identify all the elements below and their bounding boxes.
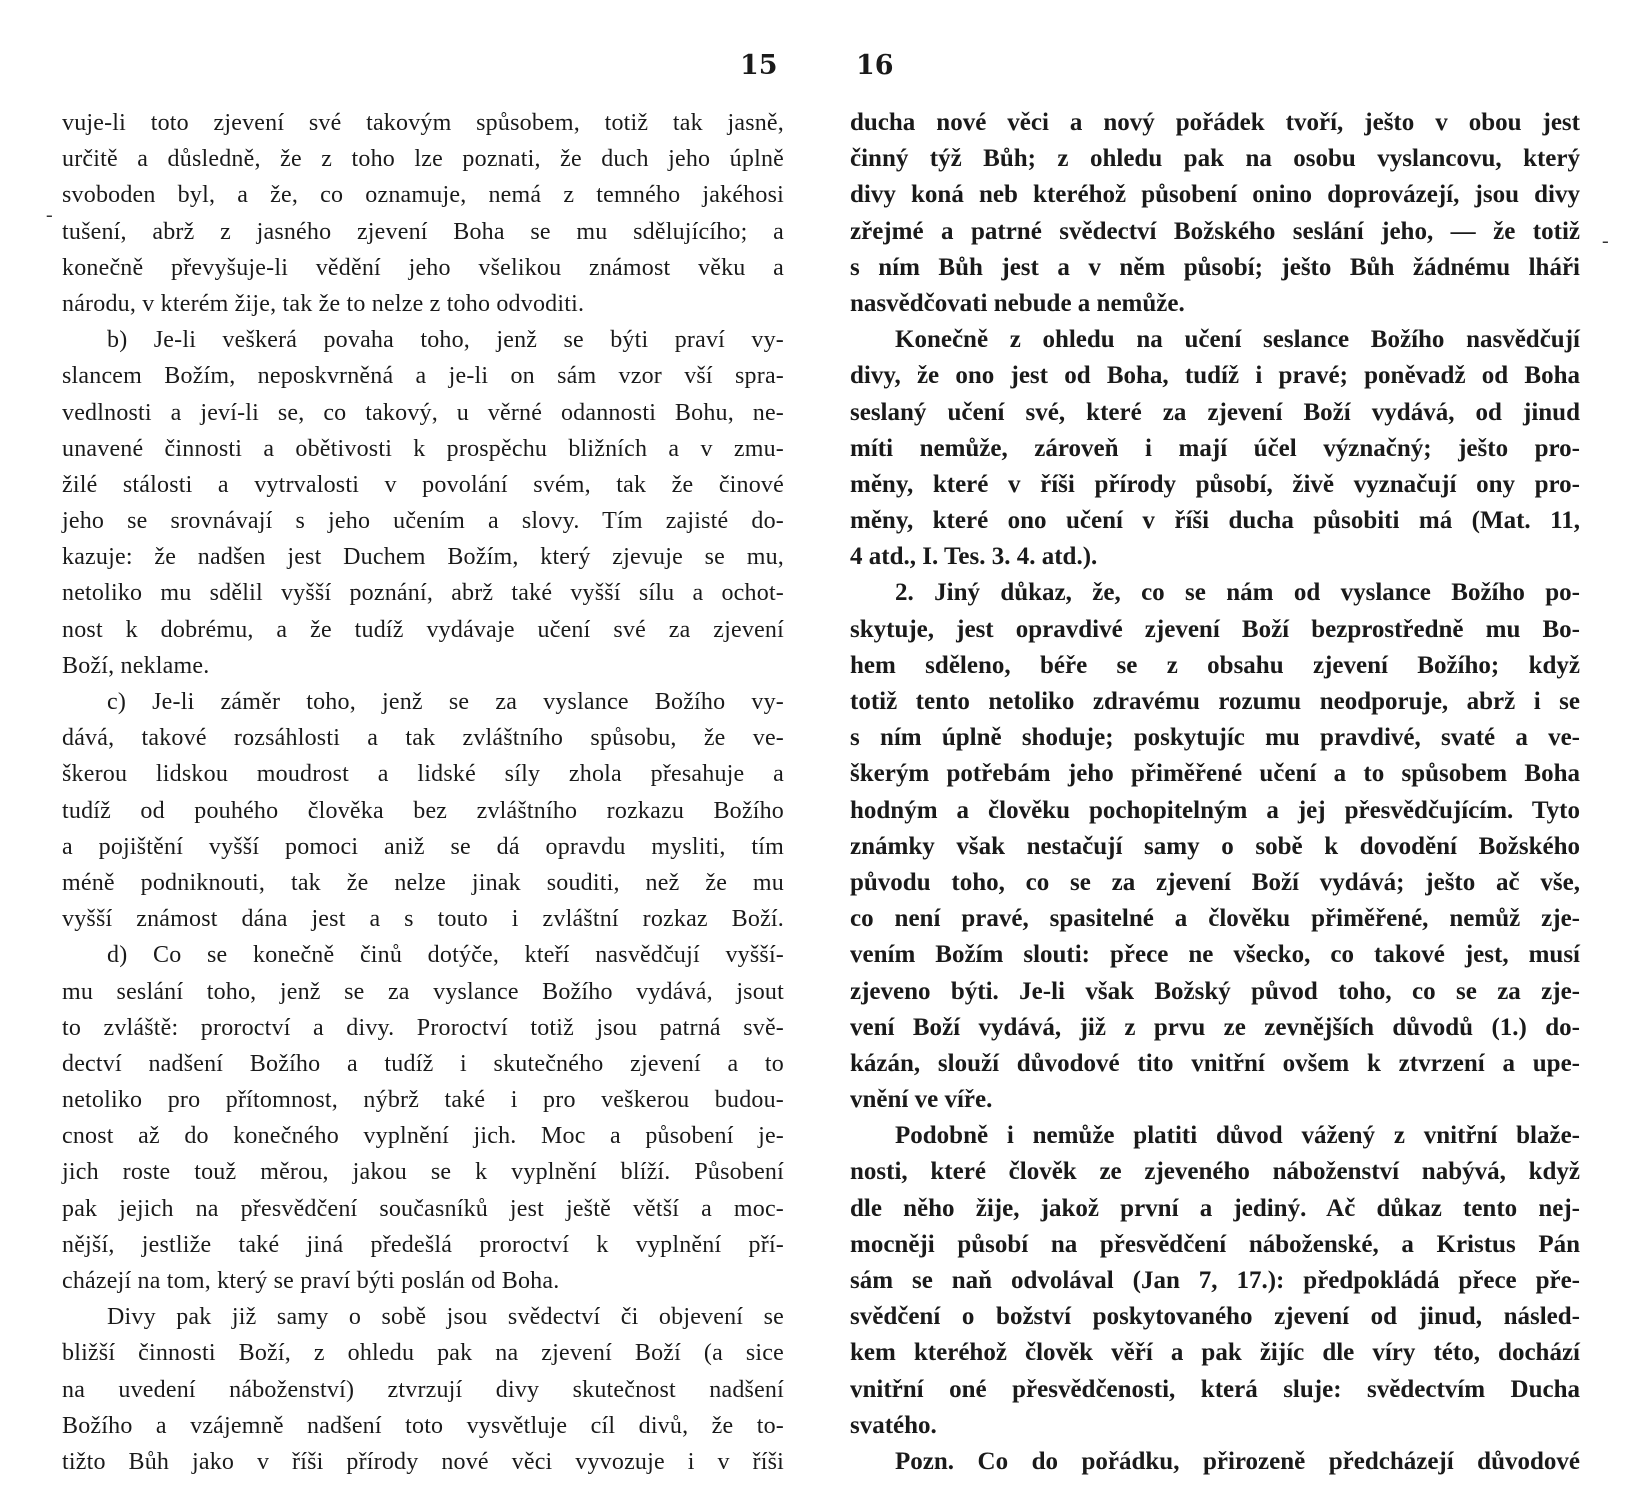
text-line: co není pravé, spasitelné a člověku přiměřené, nemůž zje- <box>850 905 1580 933</box>
text-line: divy koná neb kteréhož působení onino doprovázejí, jsou divy <box>850 181 1580 209</box>
page-number-left: 15 <box>740 50 778 81</box>
text-line: to zvláště: proroctví a divy. Proroctví totiž jsou patrná svě- <box>62 1014 784 1041</box>
text-line: hodným a člověku pochopitelným a jej přesvědčujícím. Tyto <box>850 796 1580 824</box>
text-line: kázán, slouží důvodové tito vnitřní ovšem k ztvrzení a upe- <box>850 1049 1580 1077</box>
text-line: dle něho žije, jakož první a jediný. Ač důkaz tento nej- <box>850 1194 1580 1222</box>
text-line: sám se naň odvolával (Jan 7, 17.): předpokládá přece pře- <box>850 1267 1580 1294</box>
text-line: konečně převyšuje-li vědění jeho všelikou známost věku a <box>62 254 784 281</box>
text-line: zjeveno býti. Je-li však Božský původ toho, co se za zje- <box>850 977 1580 1005</box>
right-page <box>820 0 1630 1500</box>
margin-mark: - <box>1602 230 1609 252</box>
text-line: na uvedení náboženství) ztvrzují divy skutečnost nadšení <box>62 1376 784 1403</box>
text-line: žilé stálosti a vytrvalosti v povolání svém, tak že činové <box>62 471 784 498</box>
text-line: Boží, neklame. <box>62 652 210 679</box>
text-line: divy, že ono jest od Boha, tudíž i pravé; poněvadž od Boha <box>850 362 1580 390</box>
margin-mark: - <box>46 204 53 226</box>
text-line: ducha nové věci a nový pořádek tvoří, ješto v obou jest <box>850 109 1580 136</box>
text-line: méně podniknouti, tak že nelze jinak souditi, než že mu <box>62 869 784 896</box>
text-line: Božího a vzájemně nadšení toto vysvětluje cíl divů, že to- <box>62 1412 784 1439</box>
text-line: vení Boží vydává, již z prvu ze zevnějších důvodů (1.) do- <box>850 1013 1580 1041</box>
text-line: unavené činnosti a obětivosti k prospěchu bližních a v zmu- <box>62 435 784 462</box>
text-line: netoliko mu sdělil vyšší poznání, abrž také vyšší sílu a ochot- <box>62 580 784 607</box>
text-line: vuje-li toto zjevení své takovým spůsobem, totiž tak jasně, <box>62 110 784 136</box>
text-line: kazuje: že nadšen jest Duchem Božím, který zjevuje se mu, <box>62 544 784 571</box>
text-line: míti nemůže, zároveň i mají účel význačný; ješto pro- <box>850 434 1580 462</box>
text-line: slancem Božím, neposkvrněná a je-li on sám vzor vší spra- <box>62 363 784 390</box>
text-line: Konečně z ohledu na učení seslance Božího nasvědčují <box>895 326 1580 354</box>
text-line: svatého. <box>850 1411 937 1439</box>
text-line: skytuje, jest opravdivé zjevení Boží bezprostředně mu Bo- <box>850 615 1580 643</box>
text-line: měny, které ono učení v říši ducha působiti má (Mat. 11, <box>850 507 1580 535</box>
text-line: cházejí na tom, který se praví býti poslán od Boha. <box>62 1268 560 1294</box>
text-line: tižto Bůh jako v říši přírody nové věci vyvozuje i v říši <box>62 1448 784 1475</box>
left-page-text <box>62 105 784 1480</box>
text-line: známky však nestačují samy o sobě k dovodění Božského <box>850 832 1580 860</box>
text-line: hem sděleno, béře se z obsahu zjevení Božího; když <box>850 651 1580 679</box>
left-page <box>0 0 810 1500</box>
text-line: původu toho, co se za zjevení Boží vydává; ješto ač vše, <box>850 868 1580 896</box>
text-line: s ním Bůh jest a v něm působí; ješto Bůh žádnému lháři <box>850 253 1580 281</box>
text-line: určitě a důsledně, že z toho lze poznati, že duch jeho úplně <box>62 146 784 173</box>
text-line: seslaný učení své, které za zjevení Boží vydává, od jinud <box>850 398 1580 426</box>
text-line: nější, jestliže také jiná předešlá proroctví k vyplnění pří- <box>62 1231 784 1258</box>
right-page-text <box>850 105 1580 1480</box>
text-line: vyšší známost dána jest a s touto i zvláštní rozkaz Boží. <box>62 906 784 933</box>
text-line: svědčení o božství poskytovaného zjevení od jinud, násled- <box>850 1303 1580 1331</box>
text-line: nosti, které člověk ze zjeveného náboženství nabývá, když <box>850 1158 1580 1186</box>
text-line: Divy pak již samy o sobě jsou svědectví či objevení se <box>107 1304 784 1331</box>
text-line: bližší činnosti Boží, z ohledu pak na zjevení Boží (a sice <box>62 1340 784 1367</box>
text-line: činný týž Bůh; z ohledu pak na osobu vyslancovu, který <box>850 145 1580 173</box>
text-line: měny, které v říši přírody působí, živě vyznačují ony pro- <box>850 470 1580 498</box>
text-line: Pozn. Co do pořádku, přirozeně předcházejí důvodové <box>895 1447 1580 1475</box>
text-line: tudíž od pouhého člověka bez zvláštního rozkazu Božího <box>62 797 784 824</box>
text-line: kem kteréhož člověk věří a pak žijíc dle víry této, dochází <box>850 1339 1580 1367</box>
text-line: Podobně i nemůže platiti důvod vážený z vnitřní blaže- <box>895 1122 1580 1150</box>
text-line: škerou lidskou moudrost a lidské síly zhola přesahuje a <box>62 761 784 788</box>
text-line: národu, v kterém žije, tak že to nelze z toho odvoditi. <box>62 290 585 317</box>
page-number-right: 16 <box>856 50 894 81</box>
text-line: 4 atd., I. Tes. 3. 4. atd.). <box>850 543 1098 571</box>
text-line: vením Božím slouti: přece ne všecko, co takové jest, musí <box>850 941 1580 969</box>
text-line: vedlnosti a jeví-li se, co takový, u věrné odannosti Bohu, ne- <box>62 399 784 426</box>
text-line: zřejmé a patrné svědectví Božského seslání jeho, — že totiž <box>850 217 1580 245</box>
text-line: netoliko pro přítomnost, nýbrž také i pro veškerou budou- <box>62 1087 784 1114</box>
text-line: vnitřní oné přesvědčenosti, která sluje: svědectvím Ducha <box>850 1375 1580 1403</box>
text-line: jich roste touž měrou, jakou se k vyplnění blíží. Působení <box>62 1159 784 1186</box>
text-line: nasvědčovati nebude a nemůže. <box>850 289 1185 317</box>
text-line: mu seslání toho, jenž se za vyslance Božího vydává, jsout <box>62 978 784 1005</box>
text-line: 2. Jiný důkaz, že, co se nám od vyslance Božího po- <box>895 579 1580 607</box>
text-line: dává, takové rozsáhlosti a tak zvláštního spůsobu, že ve- <box>62 725 784 752</box>
text-line: jeho se srovnávají s jeho učením a slovy. Tím zajisté do- <box>62 508 784 535</box>
text-line: s ním úplně shoduje; poskytujíc mu pravdivé, svaté a ve- <box>850 724 1580 752</box>
text-line: tušení, abrž z jasného zjevení Boha se mu sdělujícího; a <box>62 218 784 245</box>
text-line: d) Co se konečně činů dotýče, kteří nasvědčují vyšší- <box>107 942 784 969</box>
text-line: mocněji působí na přesvědčení náboženské, a Kristus Pán <box>850 1230 1580 1258</box>
text-line: b) Je-li veškerá povaha toho, jenž se býti praví vy- <box>107 327 784 354</box>
text-line: a pojištění vyšší pomoci aniž se dá opravdu mysliti, tím <box>62 833 784 860</box>
text-line: svoboden byl, a že, co oznamuje, nemá z temného jakéhosi <box>62 182 784 209</box>
text-line: c) Je-li záměr toho, jenž se za vyslance Božího vy- <box>107 689 784 715</box>
text-line: pak jejich na přesvědčení současníků jest ještě větší a moc- <box>62 1195 784 1222</box>
text-line: cnost až do konečného vyplnění jich. Moc a působení je- <box>62 1123 784 1150</box>
text-line: dectví nadšení Božího a tudíž i skutečného zjevení a to <box>62 1050 784 1077</box>
text-line: nost k dobrému, a že tudíž vydávaje učení své za zjevení <box>62 616 784 643</box>
text-line: škerým potřebám jeho přiměřené učení a to spůsobem Boha <box>850 760 1580 788</box>
text-line: totiž tento netoliko zdravému rozumu neodporuje, abrž i se <box>850 688 1580 715</box>
text-line: vnění ve víře. <box>850 1086 993 1114</box>
